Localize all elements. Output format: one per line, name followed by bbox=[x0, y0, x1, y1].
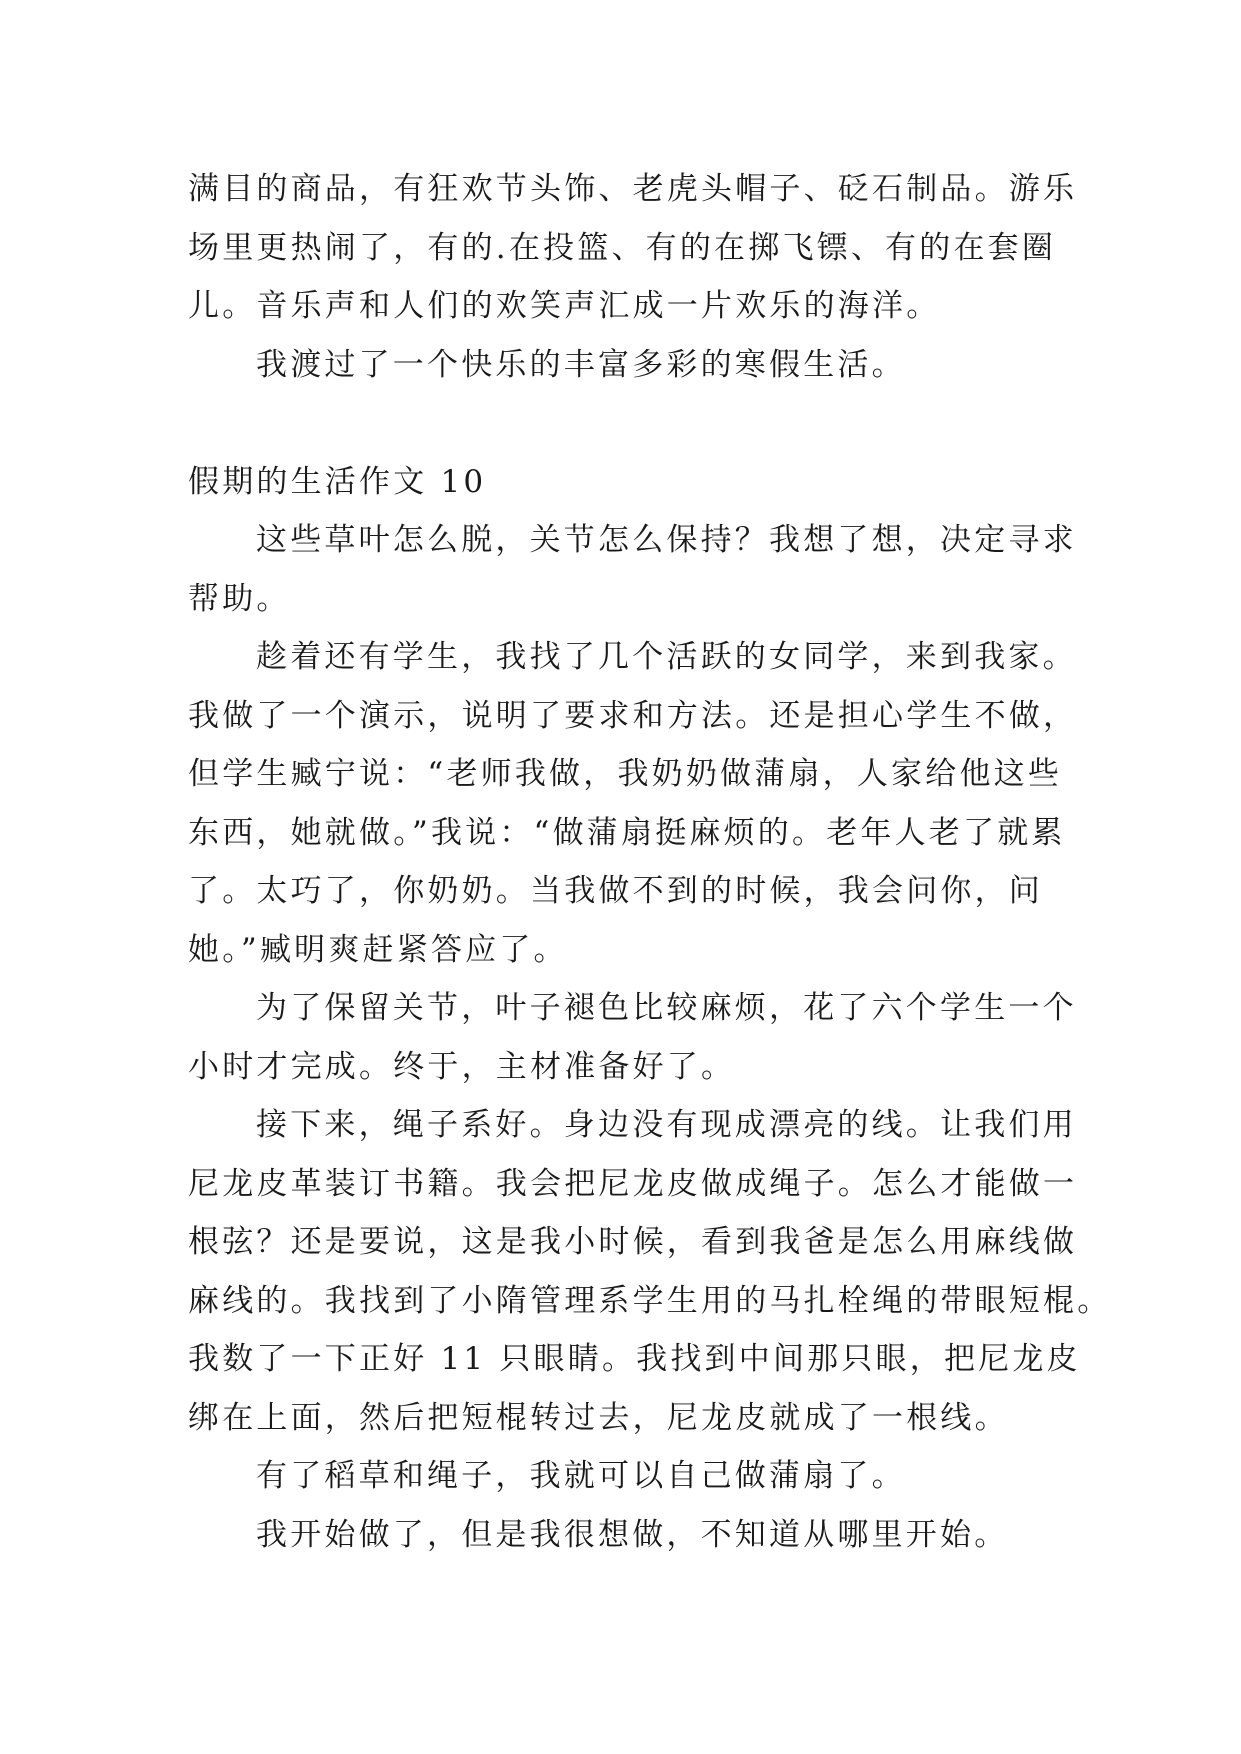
text-line: 根弦？还是要说，这是我小时候，看到我爸是怎么用麻线做 bbox=[188, 1224, 1078, 1260]
text-line: 小时才完成。终于，主材准备好了。 bbox=[188, 1048, 736, 1085]
paragraph-5 bbox=[188, 1447, 1068, 1506]
text-line: 趁着还有学生，我找了几个活跃的女同学，来到我家。 bbox=[256, 639, 1077, 675]
text-line: 场里更热闹了，有的.在投篮、有的在掷飞镖、有的在套圈 bbox=[188, 229, 1057, 266]
text-line: 麻线的。我找到了小隋管理系学生用的马扎栓绳的带眼短棍。 bbox=[188, 1282, 1112, 1319]
text-line: 我做了一个演示，说明了要求和方法。还是担心学生不做， bbox=[188, 697, 1078, 734]
text-line: 绑在上面，然后把短棍转过去，尼龙皮就成了一根线。 bbox=[188, 1399, 1009, 1436]
text-line: 但学生臧宁说：“老师我做，我奶奶做蒲扇，人家给他这些 bbox=[188, 756, 1063, 792]
section-title: 假期的生活作文 10 bbox=[188, 463, 487, 500]
text-line: 我数了一下正好 11 只眼睛。我找到中间那只眼，把尼龙皮 bbox=[188, 1341, 1081, 1377]
closing-sentence: 我渡过了一个快乐的丰富多彩的寒假生活。 bbox=[256, 346, 906, 383]
text-line: 儿。音乐声和人们的欢笑声汇成一片欢乐的海洋。 bbox=[188, 288, 941, 324]
text-line: 她。”臧明爽赶紧答应了。 bbox=[188, 931, 568, 968]
text-line: 有了稻草和绳子，我就可以自己做蒲扇了。 bbox=[256, 1458, 906, 1494]
document-page bbox=[188, 160, 1112, 1564]
text-line: 我开始做了，但是我很想做，不知道从哪里开始。 bbox=[256, 1516, 1009, 1553]
paragraph-2 bbox=[188, 628, 1078, 979]
text-line: 尼龙皮革装订书籍。我会把尼龙皮做成绳子。怎么才能做一 bbox=[188, 1165, 1078, 1202]
text-line: 接下来，绳子系好。身边没有现成漂亮的线。让我们用 bbox=[256, 1107, 1077, 1143]
text-line: 为了保留关节，叶子褪色比较麻烦，花了六个学生一个 bbox=[256, 990, 1077, 1026]
paragraph-4 bbox=[188, 1096, 1112, 1447]
section-spacer bbox=[188, 394, 1068, 453]
paragraph-1 bbox=[188, 511, 1077, 628]
text-line: 东西，她就做。”我说：“做蒲扇挺麻烦的。老年人老了就累 bbox=[188, 814, 1066, 851]
text-line: 了。太巧了，你奶奶。当我做不到的时候，我会问你，问 bbox=[188, 873, 1043, 909]
intro-paragraph bbox=[188, 160, 1078, 336]
paragraph-6 bbox=[188, 1506, 1068, 1565]
text-line: 这些草叶怎么脱，关节怎么保持？我想了想，决定寻求 bbox=[256, 522, 1077, 558]
text-line: 满目的商品，有狂欢节头饰、老虎头帽子、砭石制品。游乐 bbox=[188, 171, 1078, 207]
paragraph-3 bbox=[188, 979, 1077, 1096]
text-line: 帮助。 bbox=[188, 580, 291, 617]
